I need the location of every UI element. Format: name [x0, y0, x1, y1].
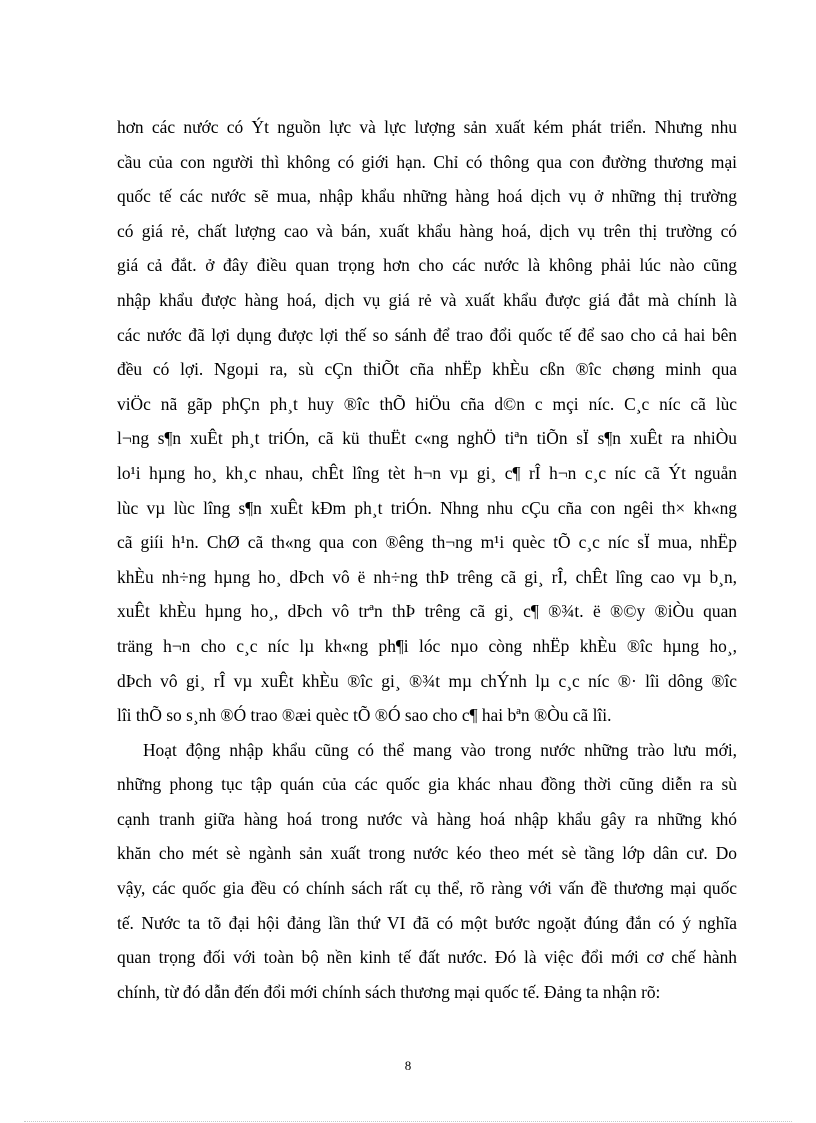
text-line: lo¹i hµng ho¸ kh¸c nhau, chÊt lîng tèt h¬n vµ gi¸ c¶ rÎ h¬n c¸c níc cã Ýt nguån	[117, 462, 737, 483]
text-line: có giá rẻ, chất lượng cao và bán, xuất khẩu hàng hoá, dịch vụ trên thị trường có	[117, 220, 737, 241]
text-line: giá cả đắt. ở đây điều quan trọng hơn cho các nước là không phải lúc nào cũng	[117, 255, 737, 276]
text-line: những phong tục tập quán của các quốc gia khác nhau đồng thời cũng diễn ra sù	[117, 774, 737, 795]
text-line: lùc vµ lùc lîng s¶n xuÊt kÐm ph¸t triÓn. Nhng nhu cÇu cña con ngêi th× kh«ng	[117, 497, 737, 518]
text-line: đều có lợi. Ngoµi ra, sù cÇn thiÕt cña nhËp khÈu cßn ®îc chøng minh qua	[117, 359, 737, 380]
text-line: viÖc nã gãp phÇn ph¸t huy ®îc thÕ hiÖu cña d©n c mçi níc. C¸c níc cã lùc	[117, 393, 737, 414]
text-line: lîi thÕ so s¸nh ®Ó trao ®æi quèc tÕ ®Ó sao cho c¶ hai bªn ®Òu cã lîi.	[117, 705, 612, 726]
text-line: khăn cho mét sè ngành sản xuất trong nước kéo theo mét sè tầng lớp dân cư. Do	[117, 843, 737, 864]
text-line: cã giíi h¹n. ChØ cã th«ng qua con ®êng th¬ng m¹i quèc tÕ c¸c níc sÏ mua, nhËp	[117, 532, 737, 553]
text-line: xuÊt khÈu hµng ho¸, dÞch vô trªn thÞ trêng cã gi¸ c¶ ®¾t. ë ®©y ®iÒu quan	[117, 601, 737, 622]
text-line: cạnh tranh giữa hàng hoá trong nước và hàng hoá nhập khẩu gây ra những khó	[117, 808, 737, 829]
text-line: khÈu nh÷ng hµng ho¸ dÞch vô ë nh÷ng thÞ trêng cã gi¸ rÎ, chÊt lîng cao vµ b¸n,	[117, 566, 737, 587]
text-line: quốc tế các nước sẽ mua, nhập khẩu những hàng hoá dịch vụ ở những thị trường	[117, 186, 737, 207]
page-bottom-divider	[24, 1121, 792, 1122]
body-text	[117, 110, 737, 1009]
page-number: 8	[404, 1058, 412, 1073]
text-line: Hoạt động nhập khẩu cũng có thể mang vào trong nước những trào lưu mới,	[143, 739, 737, 760]
text-line: chính, từ đó dẫn đến đổi mới chính sách thương mại quốc tế. Đảng ta nhận rõ:	[117, 981, 661, 1002]
text-line: các nước đã lợi dụng được lợi thế so sánh để trao đổi quốc tế để sao cho cả hai bên	[117, 324, 737, 345]
paragraph-1	[117, 110, 737, 733]
text-line: l¬ng s¶n xuÊt ph¸t triÓn, cã kü thuËt c«ng nghÖ tiªn tiÕn sÏ s¶n xuÊt ra nhiÒu	[117, 428, 737, 449]
paragraph-2	[117, 733, 737, 1010]
text-line: vậy, các quốc gia đều có chính sách rất cụ thể, rõ ràng với vấn đề thương mại quốc	[117, 878, 737, 899]
text-line: tế. Nước ta tõ đại hội đảng lần thứ VI đã có một bước ngoặt đúng đắn có ý nghĩa	[117, 912, 737, 933]
text-line: träng h¬n cho c¸c níc lµ kh«ng ph¶i lóc nµo còng nhËp khÈu ®îc hµng ho¸,	[117, 635, 737, 656]
text-line: cầu của con người thì không có giới hạn. Chỉ có thông qua con đường thương mại	[117, 151, 737, 172]
text-line: dÞch vô gi¸ rÎ vµ xuÊt khÈu ®îc gi¸ ®¾t mµ chÝnh lµ c¸c níc ®· lîi dông ®îc	[117, 670, 737, 691]
text-line: nhập khẩu được hàng hoá, dịch vụ giá rẻ và xuất khẩu được giá đắt mà chính là	[117, 289, 737, 310]
text-line: quan trọng đối với toàn bộ nền kinh tế đất nước. Đó là việc đổi mới cơ chế hành	[117, 947, 737, 968]
text-line: hơn các nước có Ýt nguồn lực và lực lượng sản xuất kém phát triển. Nhưng nhu	[117, 117, 737, 137]
